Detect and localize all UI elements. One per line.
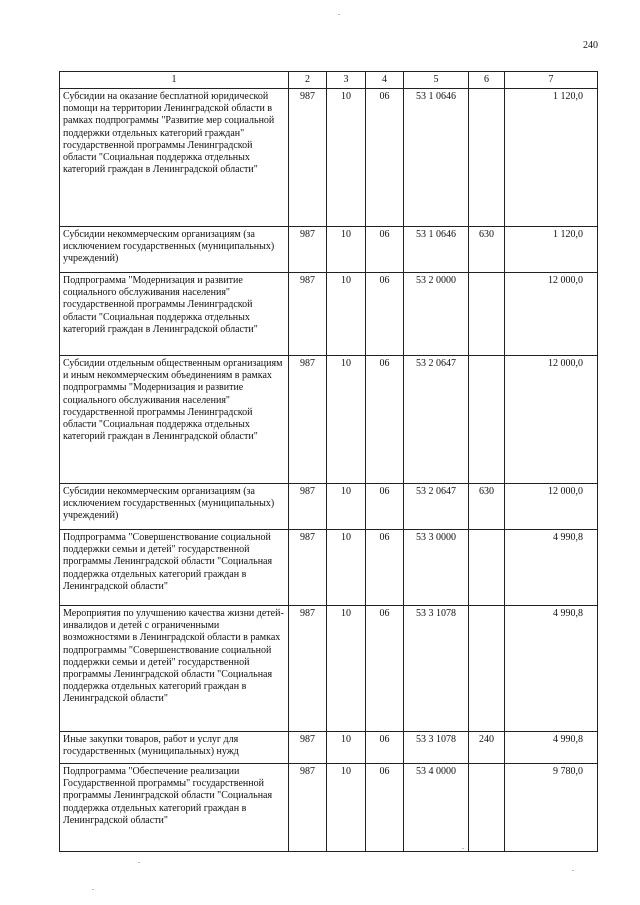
row-name-cell: Подпрограмма "Совершенствование социальной поддержки семьи и детей" государственной программы Ленинградской области "Социальная поддержка отдельных категорий граждан в Ленинградской области" xyxy=(60,530,289,606)
row-amount-cell: 12 000,0 xyxy=(505,484,598,530)
table-row xyxy=(60,484,598,530)
row-code-cell: 987 xyxy=(289,484,327,530)
row-subsection-cell: 06 xyxy=(366,484,404,530)
row-code-cell: 987 xyxy=(289,606,327,732)
row-amount-cell: 4 990,8 xyxy=(505,530,598,606)
row-section-cell: 10 xyxy=(327,530,366,606)
header-cell: 5 xyxy=(404,72,469,89)
row-amount-cell: 12 000,0 xyxy=(505,356,598,484)
table-row xyxy=(60,764,598,852)
row-name-cell: Субсидии отдельным общественным организациям и иным некоммерческим объединениям в рамках подпрограммы "Модернизация и развитие социального обслуживания населения" государственной программы Ленинградской области "Социальная поддержка отдельных категорий граждан в Ленинградской области" xyxy=(60,356,289,484)
header-cell: 7 xyxy=(505,72,598,89)
row-expense-type-cell xyxy=(469,89,505,227)
row-section-cell: 10 xyxy=(327,227,366,273)
table-row xyxy=(60,530,598,606)
header-row xyxy=(60,72,598,89)
row-section-cell: 10 xyxy=(327,732,366,764)
row-expense-type-cell: 240 xyxy=(469,732,505,764)
table-row xyxy=(60,732,598,764)
row-name-cell: Субсидии на оказание бесплатной юридической помощи на территории Ленинградской области в рамках подпрограммы "Развитие мер социальной поддержки отдельных категорий граждан" государственной программы Ленинградской области "Социальная поддержка отдельных категорий граждан в Ленинградской области" xyxy=(60,89,289,227)
row-target-cell: 53 2 0647 xyxy=(404,484,469,530)
row-amount-cell: 1 120,0 xyxy=(505,89,598,227)
page-number: 240 xyxy=(583,40,598,51)
row-target-cell: 53 3 1078 xyxy=(404,732,469,764)
row-subsection-cell: 06 xyxy=(366,764,404,852)
header-cell: 6 xyxy=(469,72,505,89)
row-code-cell: 987 xyxy=(289,89,327,227)
row-subsection-cell: 06 xyxy=(366,530,404,606)
row-amount-cell: 4 990,8 xyxy=(505,732,598,764)
scan-speck xyxy=(462,848,464,849)
row-target-cell: 53 4 0000 xyxy=(404,764,469,852)
row-expense-type-cell: 630 xyxy=(469,484,505,530)
row-name-cell: Мероприятия по улучшению качества жизни детей-инвалидов и детей с ограниченными возможностями в Ленинградской области в рамках подпрограммы "Совершенствование социальной поддержки семьи и детей" государственной программы Ленинградской области "Социальная поддержка отдельных категорий граждан в Ленинградской области" xyxy=(60,606,289,732)
row-subsection-cell: 06 xyxy=(366,273,404,356)
header-cell: 3 xyxy=(327,72,366,89)
row-section-cell: 10 xyxy=(327,484,366,530)
row-subsection-cell: 06 xyxy=(366,732,404,764)
budget-table xyxy=(59,71,598,852)
row-name-cell: Субсидии некоммерческим организациям (за исключением государственных (муниципальных) учреждений) xyxy=(60,484,289,530)
row-target-cell: 53 2 0647 xyxy=(404,356,469,484)
row-subsection-cell: 06 xyxy=(366,227,404,273)
row-name-cell: Субсидии некоммерческим организациям (за исключением государственных (муниципальных) учреждений) xyxy=(60,227,289,273)
row-amount-cell: 1 120,0 xyxy=(505,227,598,273)
row-target-cell: 53 2 0000 xyxy=(404,273,469,356)
row-expense-type-cell xyxy=(469,356,505,484)
table-row xyxy=(60,356,598,484)
header-cell: 2 xyxy=(289,72,327,89)
row-name-cell: Подпрограмма "Модернизация и развитие социального обслуживания населения" государственной программы Ленинградской области "Социальная поддержка отдельных категорий граждан в Ленинградской области" xyxy=(60,273,289,356)
scan-speck xyxy=(138,862,140,863)
row-code-cell: 987 xyxy=(289,764,327,852)
scan-speck xyxy=(338,14,340,15)
row-section-cell: 10 xyxy=(327,273,366,356)
table-row xyxy=(60,606,598,732)
table-row xyxy=(60,227,598,273)
row-expense-type-cell xyxy=(469,606,505,732)
row-expense-type-cell: 630 xyxy=(469,227,505,273)
row-code-cell: 987 xyxy=(289,356,327,484)
header-cell: 1 xyxy=(60,72,289,89)
row-subsection-cell: 06 xyxy=(366,89,404,227)
row-section-cell: 10 xyxy=(327,764,366,852)
row-expense-type-cell xyxy=(469,764,505,852)
row-target-cell: 53 3 1078 xyxy=(404,606,469,732)
table-row xyxy=(60,273,598,356)
scan-speck xyxy=(92,889,94,890)
header-cell: 4 xyxy=(366,72,404,89)
row-subsection-cell: 06 xyxy=(366,606,404,732)
scan-speck xyxy=(572,870,574,871)
row-amount-cell: 12 000,0 xyxy=(505,273,598,356)
row-section-cell: 10 xyxy=(327,89,366,227)
row-amount-cell: 4 990,8 xyxy=(505,606,598,732)
row-section-cell: 10 xyxy=(327,606,366,732)
row-expense-type-cell xyxy=(469,530,505,606)
row-expense-type-cell xyxy=(469,273,505,356)
row-name-cell: Иные закупки товаров, работ и услуг для государственных (муниципальных) нужд xyxy=(60,732,289,764)
row-amount-cell: 9 780,0 xyxy=(505,764,598,852)
table-row xyxy=(60,89,598,227)
row-code-cell: 987 xyxy=(289,227,327,273)
row-code-cell: 987 xyxy=(289,273,327,356)
row-code-cell: 987 xyxy=(289,530,327,606)
row-subsection-cell: 06 xyxy=(366,356,404,484)
row-name-cell: Подпрограмма "Обеспечение реализации Государственной программы" государственной программы Ленинградской области "Социальная поддержка отдельных категорий граждан в Ленинградской области" xyxy=(60,764,289,852)
row-code-cell: 987 xyxy=(289,732,327,764)
row-target-cell: 53 3 0000 xyxy=(404,530,469,606)
row-target-cell: 53 1 0646 xyxy=(404,227,469,273)
row-target-cell: 53 1 0646 xyxy=(404,89,469,227)
row-section-cell: 10 xyxy=(327,356,366,484)
